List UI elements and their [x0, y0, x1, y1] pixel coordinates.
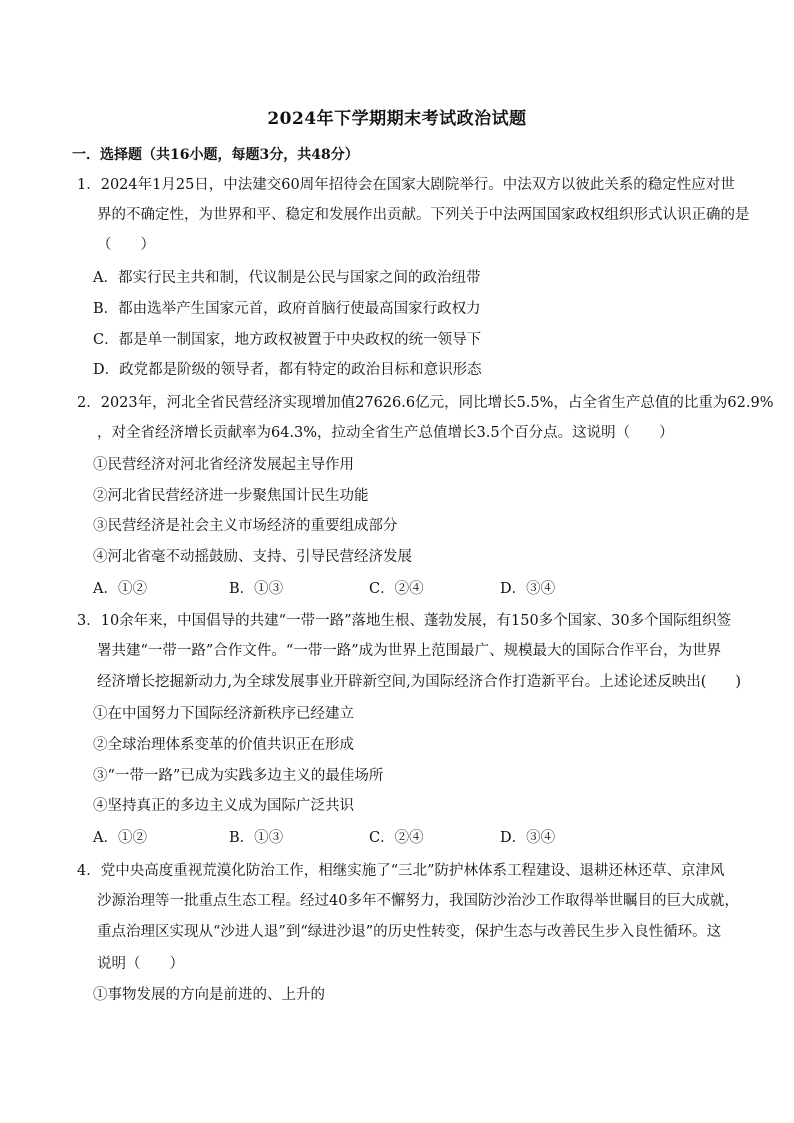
- question-2-line-1: 2．2023年，河北全省民营经济实现增加值27626.6亿元，同比增长5.5%，占全省生产总值的比重为62.9%: [77, 395, 774, 411]
- question-1-line-2: 界的不确定性，为世界和平、稳定和发展作出贡献。下列关于中法两国国家政权组织形式认识正确的是: [97, 207, 750, 223]
- question-3-statement-3: ③“一带一路”已成为实践多边主义的最佳场所: [93, 768, 384, 784]
- question-3-line-2: 署共建“一带一路”合作文件。“一带一路”成为世界上范围最广、规模最大的国际合作平台，为世界: [97, 643, 722, 659]
- question-2-choice-c: C．②④: [369, 581, 424, 597]
- question-3-statement-2: ②全球治理体系变革的价值共识正在形成: [93, 737, 354, 753]
- question-4-line-1: 4．党中央高度重视荒漠化防治工作，相继实施了“三北”防护林体系工程建设、退耕还林还草、京津风: [77, 863, 725, 879]
- section-header: 一．选择题（共16小题，每题3分，共48分）: [72, 147, 359, 163]
- question-1-line-1: 1．2024年1月25日，中法建交60周年招待会在国家大剧院举行。中法双方以彼此关系的稳定性应对世: [77, 177, 735, 193]
- question-1-option-b: B．都由选举产生国家元首，政府首脑行使最高国家行政权力: [93, 301, 481, 317]
- question-2-statement-3: ③民营经济是社会主义市场经济的重要组成部分: [93, 518, 398, 534]
- question-2-choice-a: A．①②: [93, 581, 147, 597]
- question-3-line-3: 经济增长挖掘新动力,为全球发展事业开辟新空间,为国际经济合作打造新平台。上述论述反映出( ): [97, 674, 742, 690]
- question-2-statement-1: ①民营经济对河北省经济发展起主导作用: [93, 457, 354, 473]
- question-3-choice-d: D．③④: [500, 830, 556, 846]
- question-3-statement-1: ①在中国努力下国际经济新秩序已经建立: [93, 706, 354, 722]
- question-3-choice-b: B．①③: [229, 830, 284, 846]
- question-3-choice-a: A．①②: [93, 830, 147, 846]
- question-1-option-c: C．都是单一制国家，地方政权被置于中央政权的统一领导下: [93, 332, 482, 348]
- question-1-line-3: （ ）: [97, 237, 155, 253]
- question-2-choice-b: B．①③: [229, 581, 284, 597]
- question-1-option-a: A．都实行民主共和制，代议制是公民与国家之间的政治纽带: [93, 270, 481, 286]
- question-2-statement-4: ④河北省毫不动摇鼓励、支持、引导民营经济发展: [93, 549, 412, 565]
- question-2-statement-2: ②河北省民营经济进一步聚焦国计民生功能: [93, 488, 369, 504]
- question-4-statement-1: ①事物发展的方向是前进的、上升的: [93, 987, 325, 1003]
- question-3-choice-c: C．②④: [369, 830, 424, 846]
- question-3-line-1: 3．10余年来，中国倡导的共建“一带一路”落地生根、蓬勃发展，有150多个国家、30多个国际组织签: [77, 613, 732, 629]
- question-1-option-d: D．政党都是阶级的领导者，都有特定的政治目标和意识形态: [93, 362, 482, 378]
- question-4-line-2: 沙源治理等一批重点生态工程。经过40多年不懈努力，我国防沙治沙工作取得举世瞩目的巨大成就，: [97, 893, 739, 909]
- question-4-line-3: 重点治理区实现从“沙进人退”到“绿进沙退”的历史性转变，保护生态与改善民生步入良性循环。这: [97, 924, 722, 940]
- question-4-line-4: 说明（ ）: [97, 956, 184, 972]
- question-2-line-2: ，对全省经济增长贡献率为64.3%，拉动全省生产总值增长3.5个百分点。这说明（ ）: [97, 425, 674, 441]
- question-2-choice-d: D．③④: [500, 581, 556, 597]
- page-title: 2024年下学期期末考试政治试题: [267, 109, 527, 129]
- question-3-statement-4: ④坚持真正的多边主义成为国际广泛共识: [93, 798, 354, 814]
